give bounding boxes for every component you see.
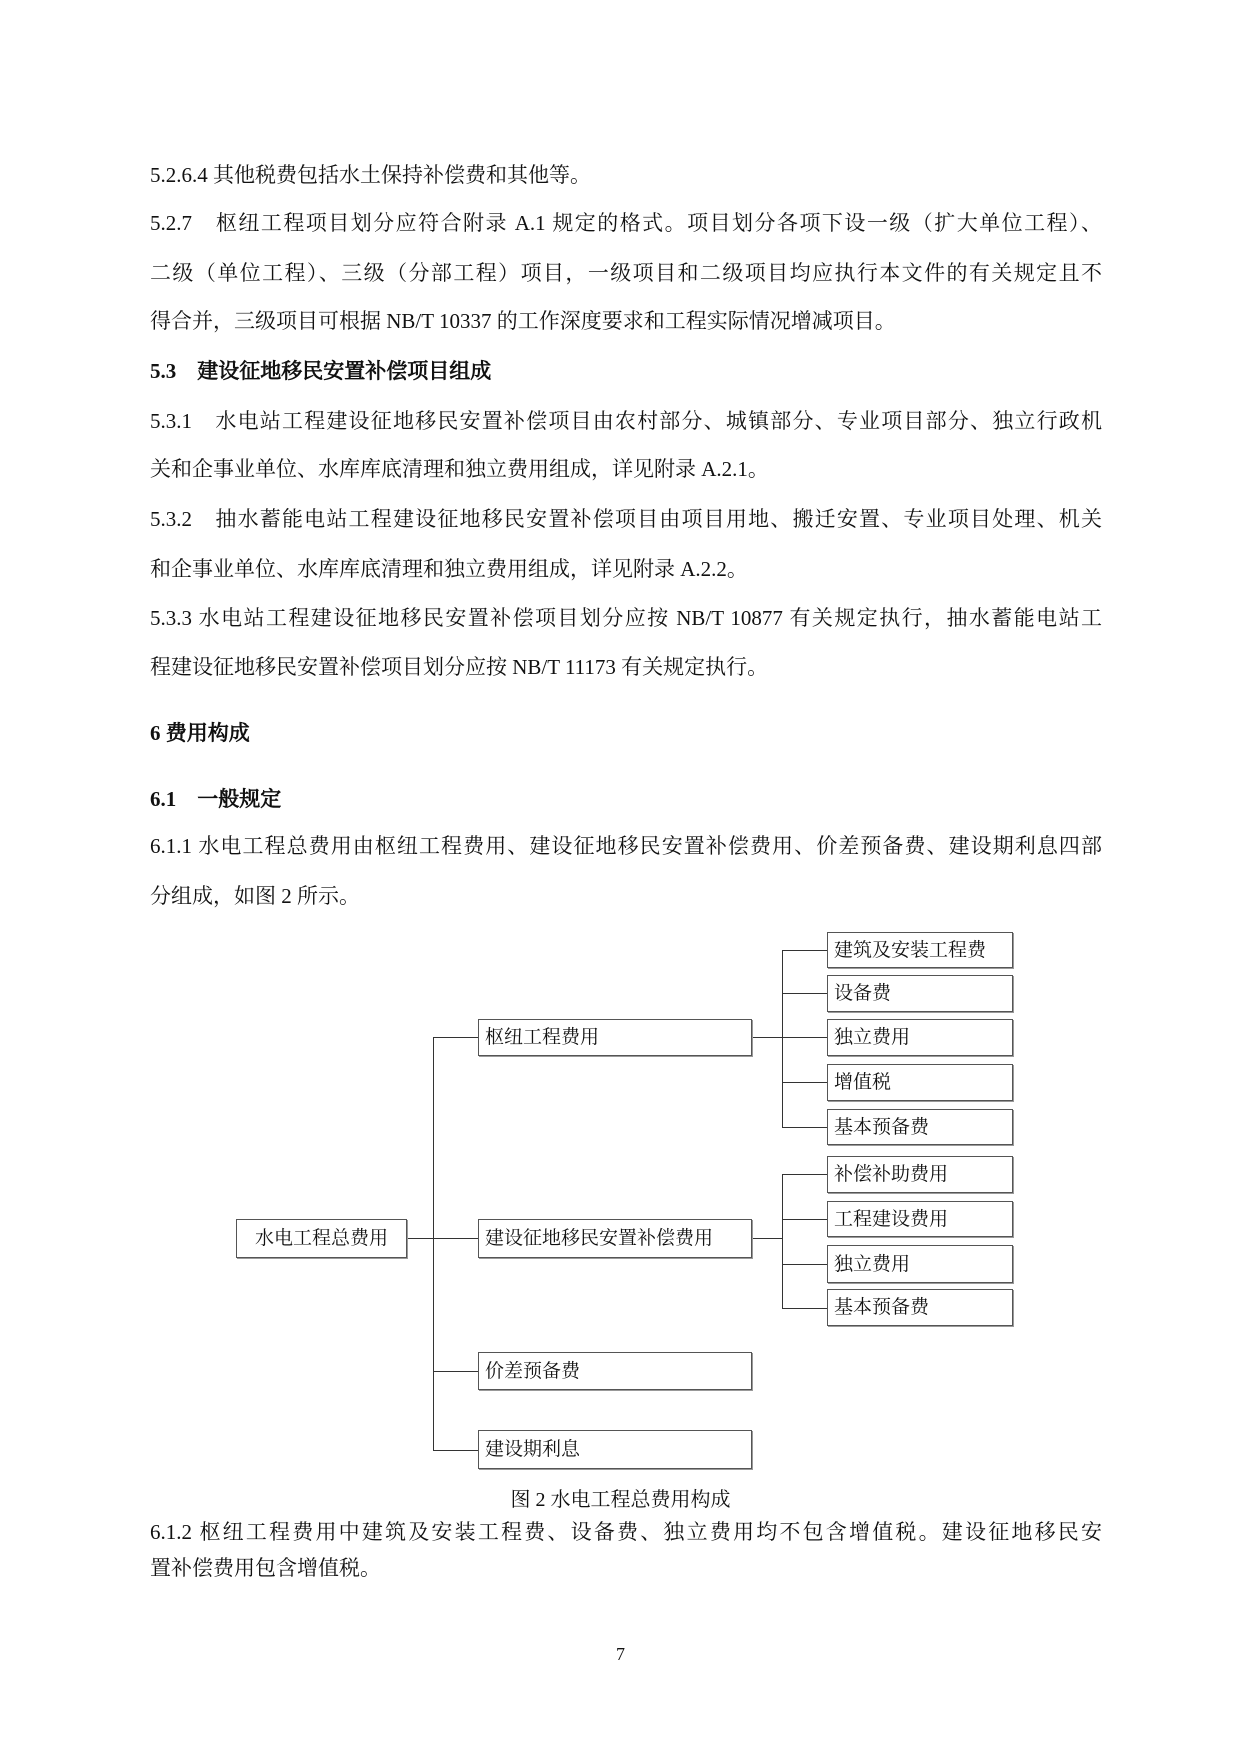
heading-6-1: 6.1 一般规定 <box>150 787 282 811</box>
para-5-3-2-line2: 和企事业单位、水库库底清理和独立费用组成，详见附录 A.2.2。 <box>150 557 748 581</box>
para-5-2-7-line2: 二级（单位工程）、三级（分部工程）项目，一级项目和二级项目均应执行本文件的有关规定且不 <box>150 261 1102 285</box>
connector <box>782 950 827 951</box>
connector <box>782 993 827 994</box>
node-hub-child: 独立费用 <box>827 1019 1013 1056</box>
node-construction-interest: 建设期利息 <box>478 1430 752 1469</box>
node-hub-cost: 枢纽工程费用 <box>478 1019 752 1056</box>
connector <box>433 1371 478 1372</box>
node-hub-child: 基本预备费 <box>827 1109 1013 1145</box>
connector <box>782 1174 827 1175</box>
node-resettlement-cost: 建设征地移民安置补偿费用 <box>478 1219 752 1258</box>
para-5-3-2-line1: 5.3.2 抽水蓄能电站工程建设征地移民安置补偿项目由项目用地、搬迁安置、专业项目处理、机关 <box>150 507 1102 531</box>
heading-5-3: 5.3 建设征地移民安置补偿项目组成 <box>150 359 492 383</box>
node-hub-child: 增值税 <box>827 1064 1013 1101</box>
connector <box>782 1127 827 1128</box>
hub-trunk <box>782 950 783 1127</box>
root-connector <box>407 1238 433 1239</box>
para-6-1-2-line1: 6.1.2 枢纽工程费用中建筑及安装工程费、设备费、独立费用均不包含增值税。建设征地移民安 <box>150 1520 1102 1544</box>
para-5-3-1-line2: 关和企事业单位、水库库底清理和独立费用组成，详见附录 A.2.1。 <box>150 457 769 481</box>
para-5-3-1-line1: 5.3.1 水电站工程建设征地移民安置补偿项目由农村部分、城镇部分、专业项目部分、独立行政机 <box>150 409 1102 433</box>
connector <box>782 1308 827 1309</box>
para-5-3-3-line2: 程建设征地移民安置补偿项目划分应按 NB/T 11173 有关规定执行。 <box>150 655 769 679</box>
level1-trunk <box>433 1037 434 1450</box>
node-hub-child: 建筑及安装工程费 <box>827 932 1013 968</box>
para-6-1-1-line1: 6.1.1 水电工程总费用由枢纽工程费用、建设征地移民安置补偿费用、价差预备费、建设期利息四部 <box>150 834 1102 858</box>
para-5-2-6-4: 5.2.6.4 其他税费包括水土保持补偿费和其他等。 <box>150 163 591 187</box>
connector <box>752 1037 782 1038</box>
node-hub-child: 设备费 <box>827 975 1013 1012</box>
para-5-3-3-line1: 5.3.3 水电站工程建设征地移民安置补偿项目划分应按 NB/T 10877 有关规定执行，抽水蓄能电站工 <box>150 606 1102 630</box>
connector <box>433 1238 478 1239</box>
connector <box>782 1264 827 1265</box>
para-6-1-2-line2: 置补偿费用包含增值税。 <box>150 1556 381 1580</box>
para-5-2-7-line1: 5.2.7 枢纽工程项目划分应符合附录 A.1 规定的格式。项目划分各项下设一级（扩大单位工程）、 <box>150 211 1102 235</box>
connector <box>782 1037 827 1038</box>
connector <box>782 1219 827 1220</box>
connector <box>752 1238 782 1239</box>
connector <box>433 1450 478 1451</box>
para-5-2-7-line3: 得合并，三级项目可根据 NB/T 10337 的工作深度要求和工程实际情况增减项目。 <box>150 309 896 333</box>
node-price-contingency: 价差预备费 <box>478 1352 752 1390</box>
page-number: 7 <box>616 1644 625 1664</box>
connector <box>782 1082 827 1083</box>
figure-caption: 图 2 水电工程总费用构成 <box>510 1489 731 1511</box>
node-resettlement-child: 补偿补助费用 <box>827 1156 1013 1193</box>
node-root: 水电工程总费用 <box>236 1219 407 1258</box>
node-resettlement-child: 基本预备费 <box>827 1289 1013 1326</box>
heading-6: 6 费用构成 <box>150 721 250 745</box>
connector <box>433 1037 478 1038</box>
node-resettlement-child: 工程建设费用 <box>827 1201 1013 1237</box>
node-resettlement-child: 独立费用 <box>827 1245 1013 1283</box>
para-6-1-1-line2: 分组成，如图 2 所示。 <box>150 884 360 908</box>
resettlement-trunk <box>782 1174 783 1308</box>
